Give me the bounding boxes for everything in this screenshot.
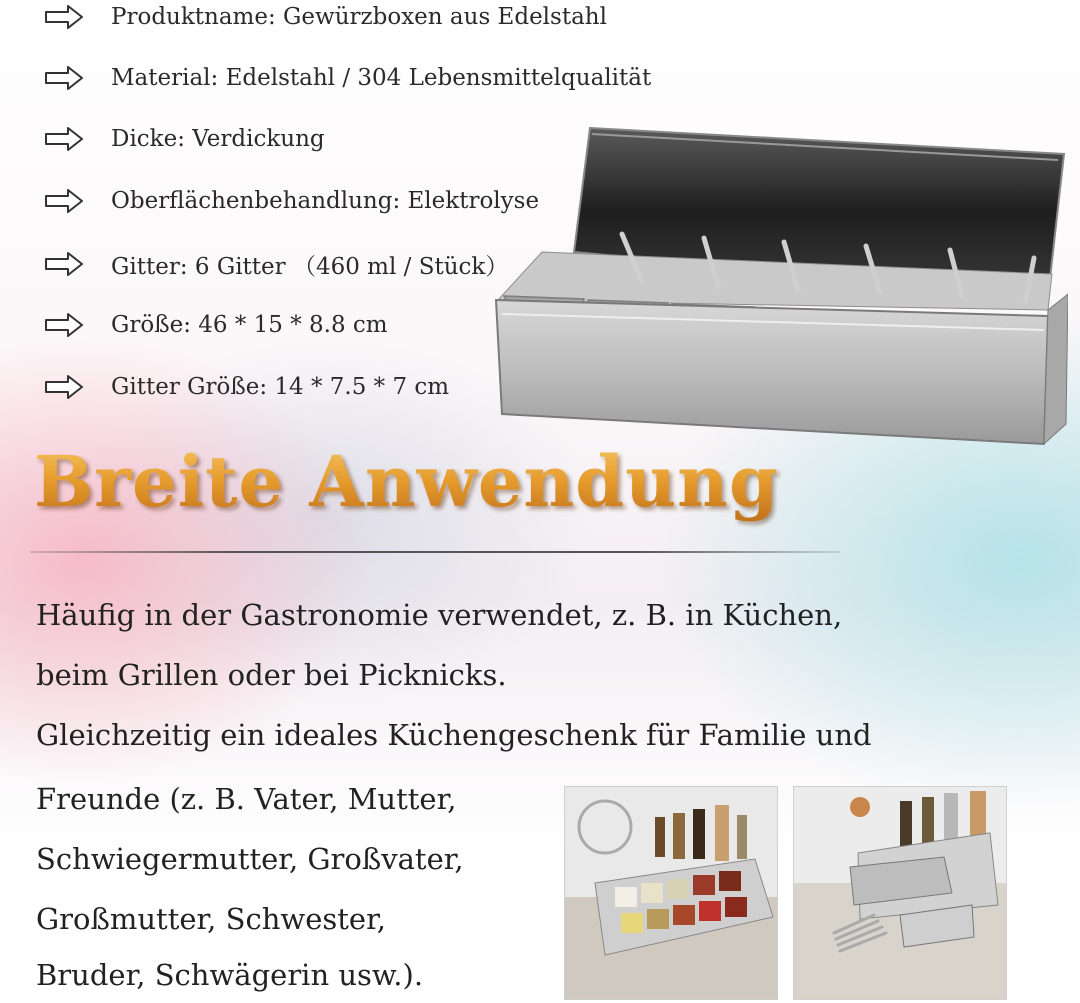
arrow-right-icon <box>44 66 84 90</box>
spec-item <box>44 63 651 93</box>
arrow-right-icon <box>44 5 84 29</box>
spec-item <box>44 124 325 154</box>
arrow-right-icon <box>44 127 84 151</box>
spec-text: Produktname: Gewürzboxen aus Edelstahl <box>111 4 607 30</box>
arrow-right-icon <box>44 252 84 276</box>
description-line: Gleichzeitig ein ideales Küchengeschenk für Familie und <box>36 718 872 752</box>
description-line: Freunde (z. B. Vater, Mutter, <box>36 782 457 816</box>
spec-item <box>44 186 539 216</box>
description-line: Bruder, Schwägerin usw.). <box>36 958 424 992</box>
divider <box>30 551 840 553</box>
spec-item <box>44 2 607 32</box>
arrow-right-icon <box>44 313 84 337</box>
spec-item <box>44 310 388 340</box>
description-line: beim Grillen oder bei Picknicks. <box>36 658 507 692</box>
spec-text: Dicke: Verdickung <box>111 126 325 152</box>
spec-item <box>44 249 508 279</box>
product-image <box>492 124 1068 454</box>
section-heading: Breite Anwendung <box>34 440 779 523</box>
arrow-right-icon <box>44 189 84 213</box>
description-line: Großmutter, Schwester, <box>36 902 386 936</box>
spec-text: Größe: 46 * 15 * 8.8 cm <box>111 312 388 338</box>
spec-text: Oberflächenbehandlung: Elektrolyse <box>111 188 540 214</box>
spec-text: Material: Edelstahl / 304 Lebensmittelqualität <box>111 65 652 91</box>
description-line: Häufig in der Gastronomie verwendet, z. B. in Küchen, <box>36 598 843 632</box>
description-line: Schwiegermutter, Großvater, <box>36 842 464 876</box>
spec-item <box>44 372 449 402</box>
arrow-right-icon <box>44 375 84 399</box>
spec-text: Gitter: 6 Gitter （460 ml / Stück） <box>111 253 509 280</box>
usage-photo-cups <box>793 786 1007 1000</box>
spec-text: Gitter Größe: 14 * 7.5 * 7 cm <box>111 374 450 400</box>
usage-photo-spices <box>564 786 778 1000</box>
